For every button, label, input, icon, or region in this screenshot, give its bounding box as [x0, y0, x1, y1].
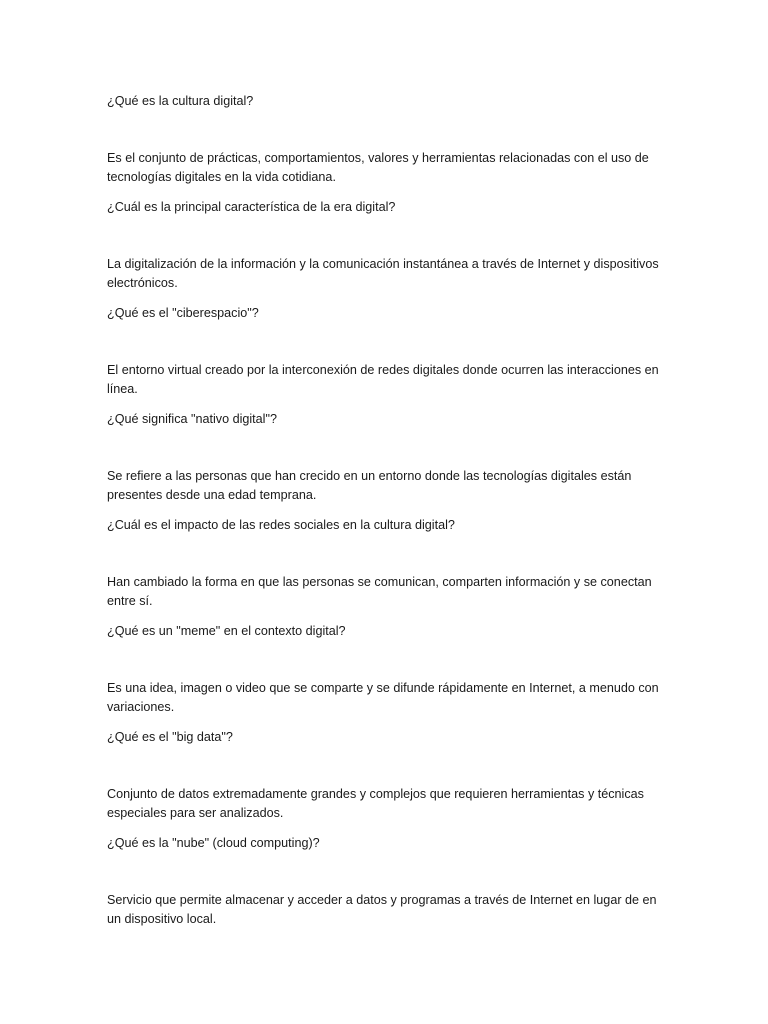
question-text: ¿Qué es la "nube" (cloud computing)?: [107, 836, 320, 850]
question-text: ¿Qué significa "nativo digital"?: [107, 412, 277, 426]
answer-text: Han cambiado la forma en que las personas se comunican, comparten información y se conectan entre sí.: [107, 575, 652, 608]
answer-text: Servicio que permite almacenar y acceder a datos y programas a través de Internet en lugar de en un dispositivo local.: [107, 893, 657, 926]
answer-text: Es una idea, imagen o video que se comparte y se difunde rápidamente en Internet, a menudo con variaciones.: [107, 681, 659, 714]
answer-text: Se refiere a las personas que han crecido en un entorno donde las tecnologías digitales están presentes desde una edad temprana.: [107, 469, 632, 502]
question-text: ¿Qué es la cultura digital?: [107, 94, 254, 108]
answer-text: La digitalización de la información y la comunicación instantánea a través de Internet y dispositivos electrónicos.: [107, 257, 659, 290]
answer-text: Conjunto de datos extremadamente grandes y complejos que requieren herramientas y técnicas especiales para ser analizados.: [107, 787, 644, 820]
answer-text: Es el conjunto de prácticas, comportamientos, valores y herramientas relacionadas con el uso de tecnologías digitales en la vida cotidiana.: [107, 151, 649, 184]
question-text: ¿Cuál es el impacto de las redes sociales en la cultura digital?: [107, 518, 455, 532]
question-text: ¿Qué es un "meme" en el contexto digital?: [107, 624, 346, 638]
answer-text: El entorno virtual creado por la interconexión de redes digitales donde ocurren las interacciones en línea.: [107, 363, 659, 396]
question-text: ¿Qué es el "big data"?: [107, 730, 233, 744]
question-text: ¿Qué es el "ciberespacio"?: [107, 306, 259, 320]
question-text: ¿Cuál es la principal característica de la era digital?: [107, 200, 396, 214]
